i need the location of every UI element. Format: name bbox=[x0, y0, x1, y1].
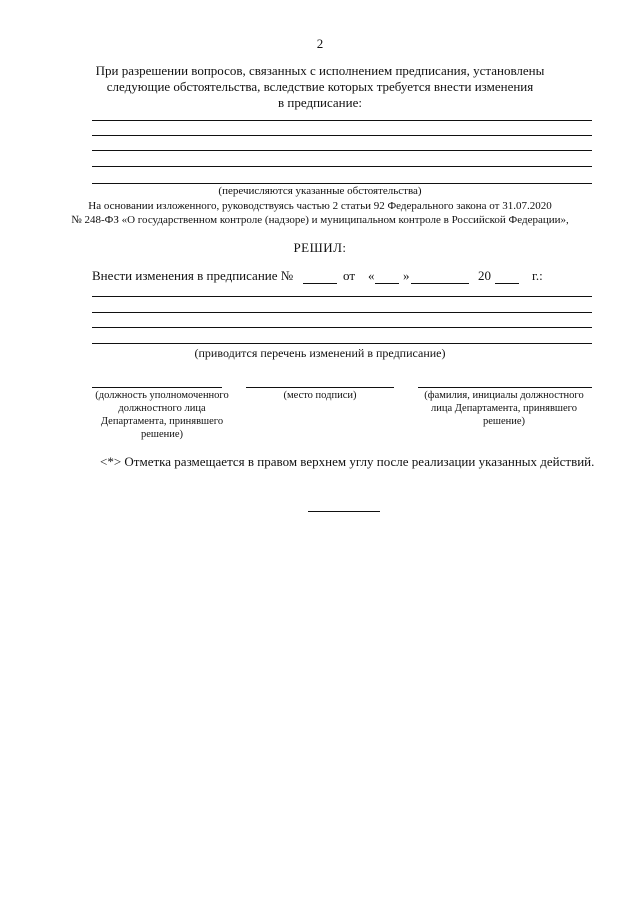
end-separator bbox=[308, 511, 380, 512]
year-field[interactable] bbox=[495, 283, 519, 284]
position-caption-line: решение) bbox=[140, 429, 184, 440]
footnote: <*> Отметка размещается в правом верхнем углу после реализации указанных действий. bbox=[100, 454, 595, 469]
name-caption-line: лица Департамента, принявшего bbox=[431, 403, 577, 414]
blank-line[interactable] bbox=[92, 312, 592, 313]
circumstances-caption: (перечисляются указанные обстоятельства) bbox=[218, 185, 422, 197]
month-field[interactable] bbox=[411, 283, 469, 284]
blank-line[interactable] bbox=[92, 120, 592, 121]
basis-line-1: На основании изложенного, руководствуясь частью 2 статьи 92 Федерального закона от 31.07.2020 bbox=[88, 200, 552, 212]
position-line[interactable] bbox=[92, 387, 222, 388]
signature-caption: (место подписи) bbox=[283, 390, 357, 401]
page-number: 2 bbox=[316, 36, 324, 51]
position-caption-line: (должность уполномоченного bbox=[95, 390, 229, 401]
blank-line[interactable] bbox=[92, 296, 592, 297]
basis-paragraph bbox=[60, 199, 580, 227]
blank-line[interactable] bbox=[92, 150, 592, 151]
position-caption-line: должностного лица bbox=[118, 403, 206, 414]
signature-line[interactable] bbox=[246, 387, 394, 388]
name-caption bbox=[412, 389, 596, 428]
intro-line-2: следующие обстоятельства, вследствие которых требуется внести изменения bbox=[106, 79, 534, 94]
name-caption-line: решение) bbox=[482, 416, 526, 427]
decision-heading: РЕШИЛ: bbox=[293, 240, 347, 255]
basis-line-2: № 248-ФЗ «О государственном контроле (надзоре) и муниципальном контроле в Российской Федерации», bbox=[71, 214, 569, 226]
blank-line[interactable] bbox=[92, 135, 592, 136]
position-caption-line: Департамента, принявшего bbox=[100, 416, 224, 427]
name-caption-line: (фамилия, инициалы должностного bbox=[424, 390, 584, 401]
blank-line[interactable] bbox=[92, 166, 592, 167]
blank-line[interactable] bbox=[92, 343, 592, 344]
quote-close: » bbox=[403, 268, 410, 283]
year-prefix: 20 bbox=[478, 268, 491, 283]
intro-line-1: При разрешении вопросов, связанных с исполнением предписания, установлены bbox=[95, 63, 545, 78]
position-caption bbox=[92, 389, 232, 441]
name-line[interactable] bbox=[418, 387, 592, 388]
quote-open: « bbox=[368, 268, 375, 283]
day-field[interactable] bbox=[375, 283, 399, 284]
changes-caption: (приводится перечень изменений в предписание) bbox=[194, 346, 446, 360]
blank-line[interactable] bbox=[92, 327, 592, 328]
prescription-number-field[interactable] bbox=[303, 283, 337, 284]
amend-from: от bbox=[343, 268, 356, 283]
intro-paragraph bbox=[60, 63, 580, 111]
year-suffix: г.: bbox=[532, 268, 543, 283]
intro-line-3: в предписание: bbox=[278, 95, 362, 110]
amend-text: Внести изменения в предписание № bbox=[92, 268, 294, 283]
